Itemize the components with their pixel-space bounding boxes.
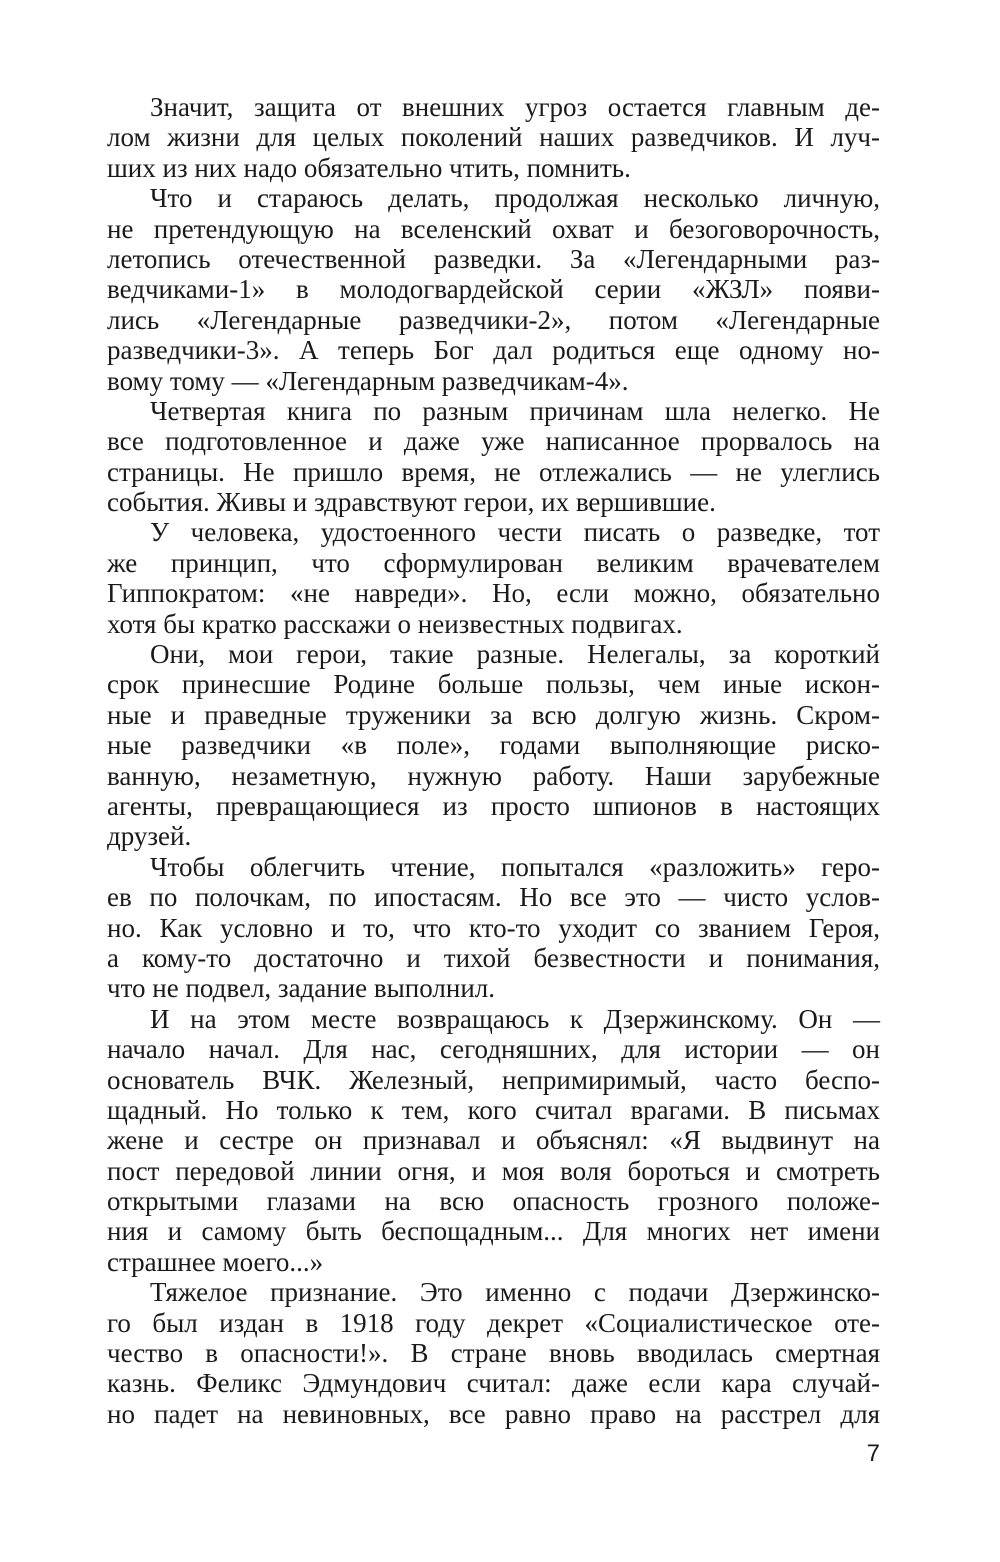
text-line: Они, мои герои, такие разные. Нелегалы, за короткий [150,639,880,670]
text-line: срок принесшие Родине больше пользы, чем иные искон- [107,669,880,700]
text-line: летопись отечественной разведки. За «Легендарными раз- [107,243,880,274]
text-line: разведчики-3». А теперь Бог дал родиться еще одному но- [107,335,880,366]
text-line: что не подвел, задание выполнил. [107,973,495,1004]
text-line: пост передовой линии огня, и моя воля бороться и смотреть [107,1155,880,1186]
text-line: Четвертая книга по разным причинам шла нелегко. Не [150,395,880,426]
paragraph-1 [107,92,880,183]
text-line: Тяжелое признание. Это именно с подачи Дзержинско- [150,1277,880,1308]
text-line: го был издан в 1918 году декрет «Социалистическое оте- [107,1307,880,1338]
text-line: хотя бы кратко расскажи о неизвестных подвигах. [107,608,683,639]
text-line: но падет на невиновных, все равно право на расстрел для [107,1398,880,1429]
paragraph-6 [107,852,880,1004]
text-line: щадный. Но только к тем, кого считал врагами. В письмах [107,1094,880,1125]
text-line: все подготовленное и даже уже написанное прорвалось на [107,426,880,457]
page-body [107,92,880,1429]
paragraph-4 [107,517,880,639]
text-line: ные и праведные труженики за всю долгую жизнь. Скром- [107,699,880,730]
text-line: же принцип, что сформулирован великим врачевателем [107,547,880,578]
text-line: ев по полочкам, по ипостасям. Но все это — чисто услов- [107,882,880,913]
text-line: начало начал. Для нас, сегодняшних, для истории — он [107,1034,880,1065]
text-line: основатель ВЧК. Железный, непримиримый, часто беспо- [107,1064,880,1095]
text-line: Что и стараюсь делать, продолжая несколько личную, [150,183,880,214]
text-line: но. Как условно и то, что кто-то уходит со званием Героя, [107,912,880,943]
page-number: 7 [866,1440,880,1467]
text-line: ные разведчики «в поле», годами выполняющие риско- [107,730,880,761]
text-line: не претендующую на вселенский охват и безоговорочность, [107,213,880,244]
paragraph-7 [107,1004,880,1278]
text-line: события. Живы и здравствуют герои, их вершившие. [107,487,716,518]
text-line: Значит, защита от внешних угроз остается главным де- [150,92,880,122]
text-line: а кому-то достаточно и тихой безвестности и понимания, [107,942,880,973]
text-line: ших из них надо обязательно чтить, помнить. [107,152,631,183]
text-line: У человека, удостоенного чести писать о разведке, тот [150,517,880,548]
text-line: страшнее моего...» [107,1246,324,1277]
text-line: ванную, незаметную, нужную работу. Наши зарубежные [107,760,880,791]
text-line: страницы. Не пришло время, не отлежались — не улеглись [107,456,880,487]
text-line: лом жизни для целых поколений наших разведчиков. И луч- [107,122,880,153]
paragraph-8 [107,1277,880,1429]
text-line: ведчиками-1» в молодогвардейской серии «ЖЗЛ» появи- [107,274,880,305]
text-line: друзей. [107,821,192,852]
text-line: открытыми глазами на всю опасность грозного положе- [107,1186,880,1217]
text-line: казнь. Феликс Эдмундович считал: даже если кара случай- [107,1368,880,1399]
text-line: И на этом месте возвращаюсь к Дзержинскому. Он — [150,1003,880,1034]
text-line: лись «Легендарные разведчики-2», потом «Легендарные [107,304,880,335]
paragraph-2 [107,183,880,396]
text-line: ния и самому быть беспощадным... Для многих нет имени [107,1216,880,1247]
text-line: чество в опасности!». В стране вновь вводилась смертная [107,1338,880,1369]
text-line: Гиппократом: «не навреди». Но, если можно, обязательно [107,578,880,609]
text-line: агенты, превращающиеся из просто шпионов в настоящих [107,790,880,821]
text-line: жене и сестре он признавал и объяснял: «Я выдвинут на [107,1125,880,1156]
text-line: Чтобы облегчить чтение, попытался «разложить» геро- [150,851,880,882]
text-line: вому тому — «Легендарным разведчикам-4». [107,365,629,396]
paragraph-5 [107,639,880,852]
paragraph-3 [107,396,880,518]
